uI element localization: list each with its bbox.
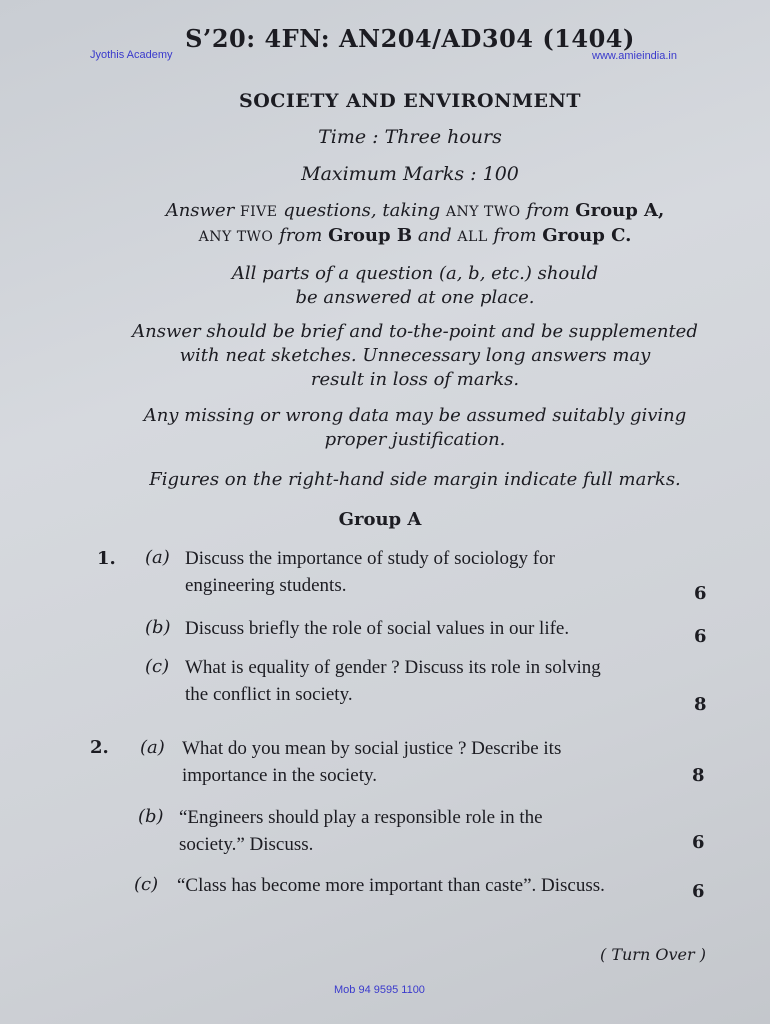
- question-2-number: 2.: [90, 737, 109, 758]
- paper-code: S’20: 4FN: AN204/AD304 (1404): [185, 24, 635, 53]
- instruction-answer-five: Answer FIVE questions, taking ANY TWO from Group A, ANY TWO from Group B and ALL from Group C.: [165, 200, 665, 246]
- q1-part-a-label: (a): [145, 547, 170, 568]
- q1-part-b-label: (b): [145, 617, 171, 638]
- q1-part-b-marks: 6: [694, 626, 707, 647]
- q2-part-b-marks: 6: [692, 832, 705, 853]
- turn-over-label: ( Turn Over ): [600, 945, 706, 964]
- q2-part-c-marks: 6: [692, 881, 705, 902]
- subject-title: SOCIETY AND ENVIRONMENT: [239, 90, 581, 112]
- q2-part-b-text: “Engineers should play a responsible role in the society.” Discuss.: [179, 807, 543, 855]
- q1-part-c-label: (c): [145, 656, 170, 677]
- q1-part-c-marks: 8: [694, 694, 707, 715]
- q2-part-a-text: What do you mean by social justice ? Describe its importance in the society.: [182, 738, 562, 786]
- instruction-parts: All parts of a question (a, b, etc.) should be answered at one place.: [231, 263, 599, 308]
- instruction-marks-margin: Figures on the right-hand side margin indicate full marks.: [149, 469, 681, 490]
- instruction-missing-data: Any missing or wrong data may be assumed suitably giving proper justification.: [143, 405, 687, 450]
- q1-part-a-marks: 6: [694, 583, 707, 604]
- q1-part-a-text: Discuss the importance of study of sociology for engineering students.: [185, 548, 555, 596]
- q2-part-c-text: “Class has become more important than caste”. Discuss.: [177, 875, 605, 896]
- q1-part-b-text: Discuss briefly the role of social values in our life.: [185, 618, 570, 639]
- watermark-left: Jyothis Academy: [90, 49, 173, 61]
- watermark-footer-phone: Mob 94 9595 1100: [334, 984, 425, 996]
- max-marks-label: Maximum Marks : 100: [301, 163, 519, 185]
- watermark-right: www.amieindia.in: [592, 50, 677, 62]
- group-a-title: Group A: [338, 509, 422, 530]
- question-1-number: 1.: [97, 548, 116, 569]
- q2-part-b-label: (b): [138, 806, 164, 827]
- instruction-brief-answers: Answer should be brief and to-the-point and be supplemented with neat sketches. Unnecessary long answers may result in loss of marks.: [132, 321, 698, 390]
- q2-part-a-label: (a): [140, 737, 165, 758]
- q2-part-c-label: (c): [134, 874, 159, 895]
- time-label: Time : Three hours: [318, 126, 502, 148]
- q2-part-a-marks: 8: [692, 765, 705, 786]
- q1-part-c-text: What is equality of gender ? Discuss its role in solving the conflict in society.: [185, 657, 601, 705]
